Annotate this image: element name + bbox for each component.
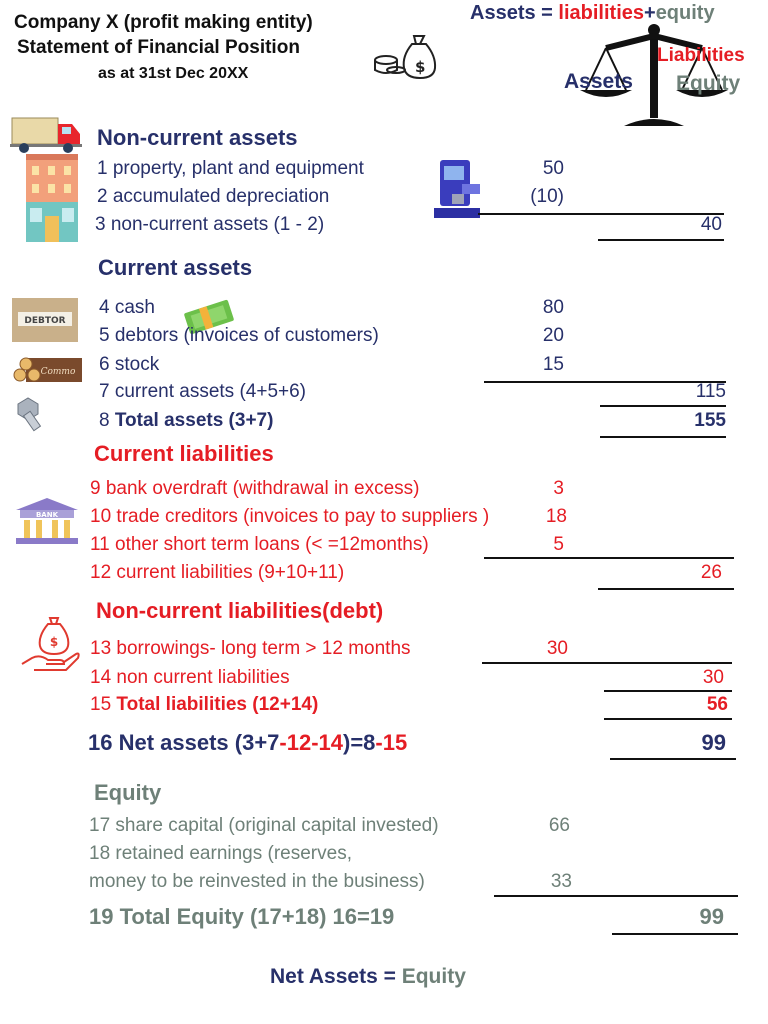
scale-equity-label: Equity	[676, 72, 741, 95]
row-label: 18 retained earnings (reserves,	[89, 843, 352, 864]
row-right-value: 26	[700, 562, 722, 583]
row-label: 9 bank overdraft (withdrawal in excess)	[90, 478, 420, 499]
row-mid-value: 66	[548, 815, 570, 836]
divider	[612, 933, 738, 935]
net-assets-row	[88, 730, 407, 756]
divider	[598, 588, 734, 590]
divider	[604, 690, 732, 692]
row-label: 6 stock	[99, 354, 160, 375]
row-right-value: 40	[700, 214, 722, 235]
row-label: 13 borrowings- long term > 12 months	[90, 638, 411, 659]
equation-plus: +	[644, 2, 656, 24]
total-assets-label: Total assets (3+7)	[114, 410, 274, 431]
row-mid-value: 15	[542, 354, 564, 375]
row-label: 7 current assets (4+5+6)	[99, 381, 306, 402]
footer-equity: Equity	[401, 965, 466, 988]
row-label: 12 current liabilities (9+10+11)	[90, 562, 345, 583]
current-liabilities-title: Current liabilities	[94, 441, 274, 466]
footer-net-assets: Net Assets	[270, 965, 378, 988]
machine-icon	[432, 156, 484, 222]
total-assets-number: 8	[99, 410, 115, 431]
divider	[484, 557, 734, 559]
dollar-sign: $	[415, 58, 426, 76]
total-assets-row	[99, 410, 273, 432]
row-label: 11 other short term loans (< =12months)	[90, 534, 429, 555]
total-liabilities-number: 15	[90, 694, 117, 715]
equity-title: Equity	[94, 780, 162, 805]
noncurrent-assets-title: Non-current assets	[97, 125, 298, 150]
row-label: 2 accumulated depreciation	[97, 186, 330, 207]
total-equity-label: 19 Total Equity (17+18) 16=19	[89, 904, 395, 929]
divider	[598, 239, 724, 241]
total-liabilities-label: Total liabilities (12+14)	[116, 694, 319, 715]
company-title: Company X (profit making entity)	[14, 12, 313, 33]
net-assets-part: 16 Net assets (3+7	[88, 730, 280, 755]
truck-icon	[10, 116, 82, 154]
row-mid-value: 33	[550, 871, 572, 892]
money-bag-icon	[372, 32, 438, 80]
debtor-sign-text: DEBTOR	[24, 316, 66, 326]
scale-assets-label: Assets	[564, 70, 633, 93]
row-mid-value: (10)	[530, 186, 564, 207]
divider	[482, 662, 732, 664]
total-liabilities-value: 56	[706, 694, 728, 715]
row-label: 14 non current liabilities	[90, 667, 290, 688]
bank-sign-text: BANK	[35, 511, 59, 519]
stock-logs-icon	[12, 356, 82, 384]
divider	[494, 895, 738, 897]
row-mid-value: 50	[542, 158, 564, 179]
footer-equation	[270, 965, 466, 989]
row-label: 10 trade creditors (invoices to pay to suppliers )	[90, 506, 490, 527]
total-equity-value: 99	[699, 904, 724, 929]
bank-icon	[14, 496, 80, 544]
net-assets-part: -12-14	[279, 730, 343, 755]
equation-equity: equity	[655, 2, 715, 24]
net-assets-part: )=8	[343, 730, 376, 755]
debtor-sign-icon	[12, 298, 78, 342]
row-mid-value: 80	[542, 297, 564, 318]
divider	[600, 405, 726, 407]
current-assets-title: Current assets	[98, 255, 253, 280]
row-label: 5 debtors (invoices of customers)	[99, 325, 379, 346]
footer-equals: =	[377, 965, 402, 988]
row-right-value: 115	[695, 381, 726, 402]
equation-assets: Assets	[470, 2, 536, 24]
net-assets-value: 99	[701, 730, 726, 755]
row-mid-value: 18	[545, 506, 567, 527]
row-mid-value: 20	[542, 325, 564, 346]
divider	[600, 436, 726, 438]
row-mid-value: 5	[553, 534, 564, 555]
scale-liabilities-label: Liabilities	[657, 45, 745, 66]
row-label: money to be reinvested in the business)	[89, 871, 425, 892]
stock-label: Commo	[40, 367, 76, 377]
row-label: 3 non-current assets (1 - 2)	[95, 214, 325, 235]
bolt-nut-icon	[14, 396, 48, 432]
hand-money-bag-icon	[20, 614, 80, 674]
statement-date: as at 31st Dec 20XX	[98, 65, 249, 82]
bag-dollar-sign: $	[49, 635, 59, 649]
statement-title: Statement of Financial Position	[17, 37, 300, 58]
row-right-value: 30	[702, 667, 724, 688]
divider	[610, 758, 736, 760]
row-mid-value: 30	[546, 638, 568, 659]
total-assets-value: 155	[694, 410, 726, 431]
equation-liabilities: liabilities	[558, 2, 644, 24]
row-mid-value: 3	[553, 478, 564, 499]
building-icon	[26, 154, 78, 242]
row-label: 1 property, plant and equipment	[97, 158, 364, 179]
noncurrent-liabilities-title: Non-current liabilities(debt)	[96, 598, 384, 623]
row-label: 17 share capital (original capital invested)	[89, 815, 439, 836]
net-assets-part: -15	[375, 730, 408, 755]
equation-equals: =	[535, 2, 559, 24]
total-liabilities-row	[90, 694, 318, 716]
row-label: 4 cash	[99, 297, 155, 318]
divider	[604, 718, 732, 720]
